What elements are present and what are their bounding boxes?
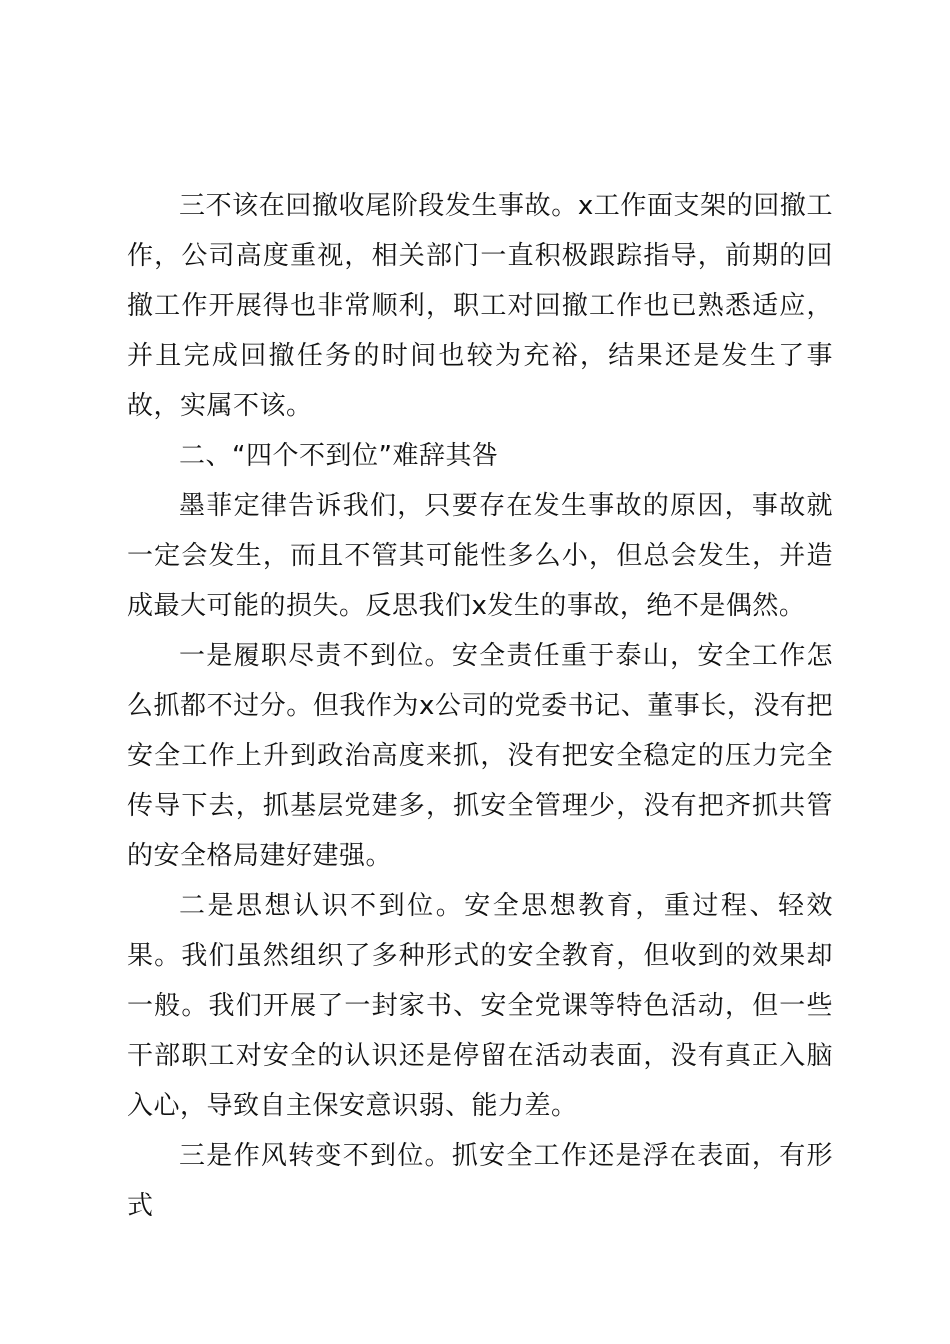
- paragraph-style-not-in-place: 三是作风转变不到位。抓安全工作还是浮在表面，有形式: [127, 1141, 833, 1221]
- paragraph-murphys-law: 墨菲定律告诉我们，只要存在发生事故的原因，事故就一定会发生，而且不管其可能性多么小，但总会发生，并造成最大可能的损失。反思我们x发生的事故，绝不是偶然。: [127, 491, 833, 621]
- document-body: [127, 181, 833, 1231]
- section-heading-four-not-in-place: 二、“四个不到位”难辞其咎: [179, 441, 499, 471]
- paragraph-three-should-not: 三不该在回撤收尾阶段发生事故。x工作面支架的回撤工作，公司高度重视，相关部门一直积极跟踪指导，前期的回撤工作开展得也非常顺利，职工对回撤工作也已熟悉适应，并且完成回撤任务的时间也较为充裕，结果还是发生了事故，实属不该。: [127, 191, 833, 421]
- paragraph-awareness-not-in-place: 二是思想认识不到位。安全思想教育，重过程、轻效果。我们虽然组织了多种形式的安全教育，但收到的效果却一般。我们开展了一封家书、安全党课等特色活动，但一些干部职工对安全的认识还是停留在活动表面，没有真正入脑入心，导致自主保安意识弱、能力差。: [127, 891, 833, 1121]
- paragraph-duty-not-in-place: 一是履职尽责不到位。安全责任重于泰山，安全工作怎么抓都不过分。但我作为x公司的党委书记、董事长，没有把安全工作上升到政治高度来抓，没有把安全稳定的压力完全传导下去，抓基层党建多，抓安全管理少，没有把齐抓共管的安全格局建好建强。: [127, 641, 833, 871]
